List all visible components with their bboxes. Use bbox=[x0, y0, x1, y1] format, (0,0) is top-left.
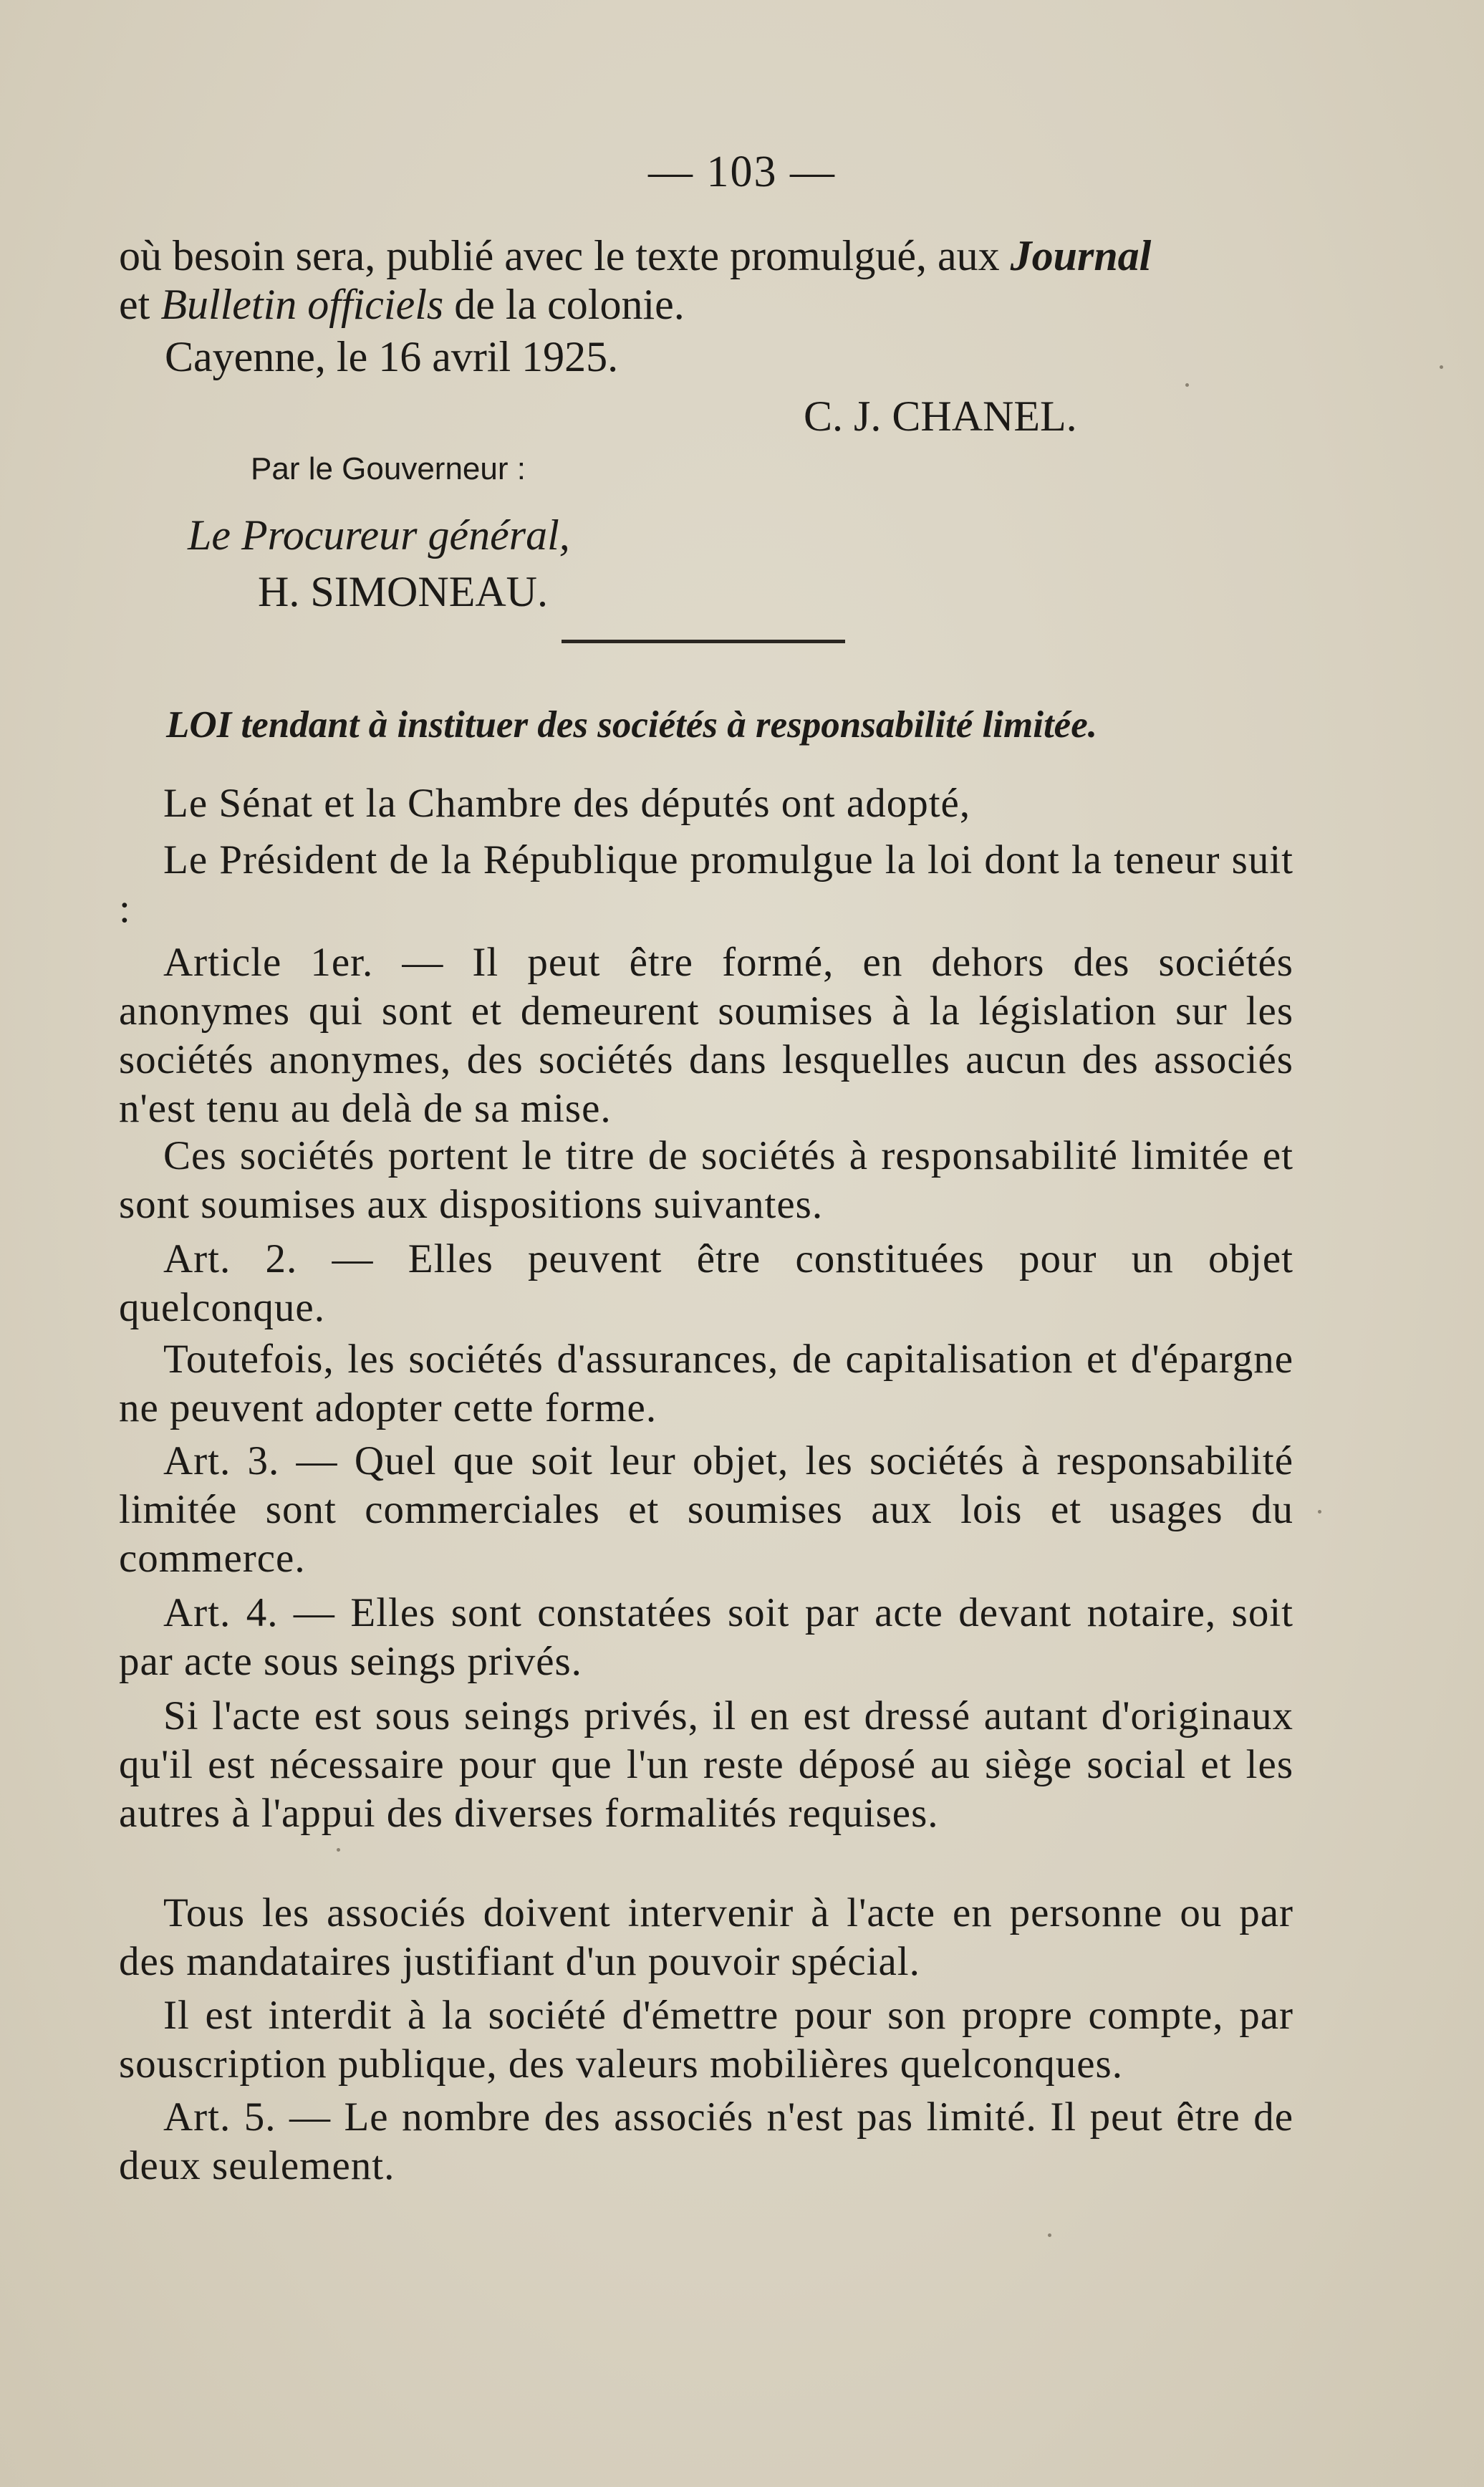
intro-line-2 bbox=[119, 279, 685, 329]
paragraph-article-5: Art. 5. — Le nombre des associés n'est pas limité. Il peut être de deux seulement. bbox=[119, 2094, 1293, 2188]
paragraph-1: Le Sénat et la Chambre des députés ont adopté, bbox=[163, 781, 971, 826]
paragraph-article-1: Article 1er. — Il peut être formé, en dehors des sociétés anonymes qui sont et demeurent soumises à la législation sur les sociétés anonymes, des sociétés dans lesquelles aucun des associés n'est tenu au delà de sa mise. bbox=[119, 940, 1293, 1131]
paper-speck bbox=[1318, 1510, 1321, 1514]
intro-line-2-text-a: et bbox=[119, 281, 161, 328]
paragraph-7: Il est interdit à la société d'émettre pour son propre compte, par souscription publique, des valeurs mobilières quelconques. bbox=[119, 1993, 1293, 2087]
paragraph-article-4: Art. 4. — Elles sont constatées soit par acte devant notaire, soit par acte sous seings privés. bbox=[119, 1590, 1293, 1684]
paragraph-3: Ces sociétés portent le titre de sociétés à responsabilité limitée et sont soumises aux dispositions suivantes. bbox=[119, 1133, 1293, 1227]
paragraph-article-3: Art. 3. — Quel que soit leur objet, les sociétés à responsabilité limitée sont commerciales et soumises aux lois et usages du commerce. bbox=[119, 1438, 1293, 1581]
law-title: LOI tendant à instituer des sociétés à responsabilité limitée. bbox=[166, 704, 1097, 746]
section-divider bbox=[562, 640, 845, 643]
paragraph-5: Si l'acte est sous seings privés, il en est dressé autant d'originaux qu'il est nécessaire pour que l'un reste déposé au siège social et les autres à l'appui des diverses formalités requises. bbox=[119, 1693, 1293, 1836]
journal-word: Journal bbox=[1010, 232, 1152, 279]
procureur-title: Le Procureur général, bbox=[188, 511, 570, 559]
paragraph-6: Tous les associés doivent intervenir à l'acte en personne ou par des mandataires justifiant d'un pouvoir spécial. bbox=[119, 1890, 1293, 1984]
signatory: C. J. CHANEL. bbox=[804, 393, 1077, 440]
procureur-name: H. SIMONEAU. bbox=[258, 568, 548, 615]
intro-line-2-text-c: de la colonie. bbox=[443, 281, 685, 328]
paragraph-article-2: Art. 2. — Elles peuvent être constituées pour un objet quelconque. bbox=[119, 1236, 1293, 1330]
intro-line-1 bbox=[119, 231, 1151, 281]
paper-speck bbox=[337, 1848, 340, 1852]
intro-line-1-text: où besoin sera, publié avec le texte promulgué, aux bbox=[119, 232, 1011, 279]
bulletin-officiels: Bulletin officiels bbox=[160, 281, 444, 328]
page-number: — 103 — bbox=[648, 148, 836, 196]
paper-speck bbox=[1185, 383, 1189, 387]
paragraph-2: Le Président de la République promulgue la loi dont la teneur suit : bbox=[119, 837, 1293, 931]
par-le-gouverneur: Par le Gouverneur : bbox=[251, 451, 526, 486]
paper-speck bbox=[1048, 2233, 1051, 2237]
place-date: Cayenne, le 16 avril 1925. bbox=[165, 333, 619, 380]
paragraph-4: Toutefois, les sociétés d'assurances, de capitalisation et d'épargne ne peuvent adopter cette forme. bbox=[119, 1337, 1293, 1430]
paper-speck bbox=[1440, 365, 1443, 369]
